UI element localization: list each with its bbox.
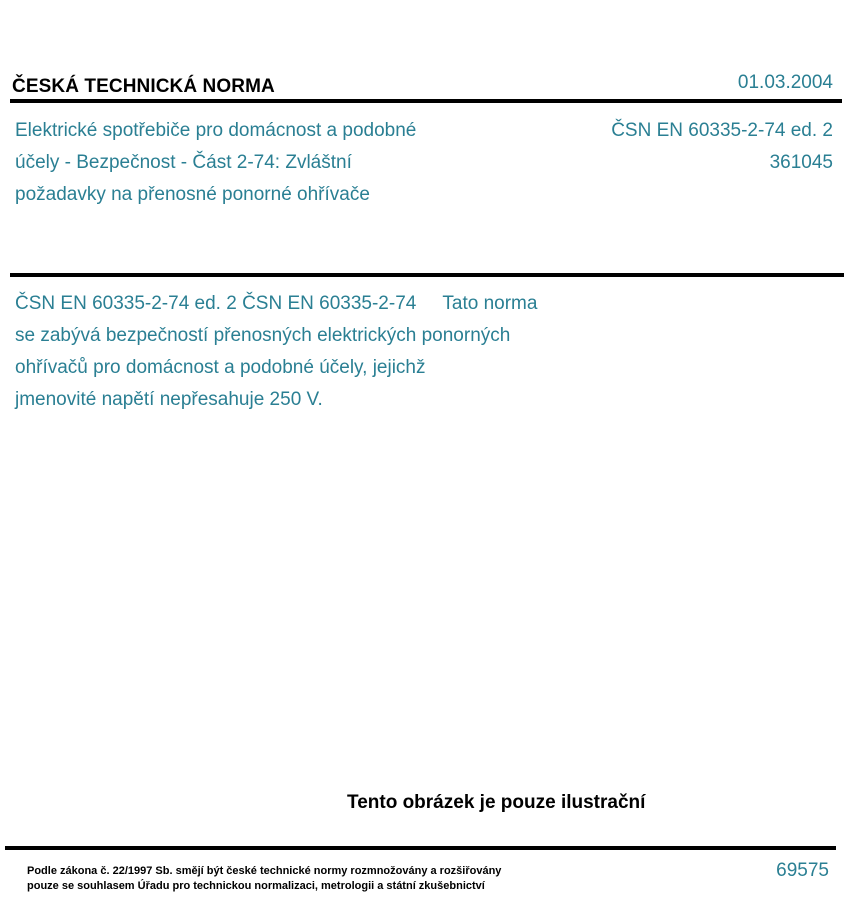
abstract-line: ČSN EN 60335-2-74 ed. 2 ČSN EN 60335-2-74 Tato norma bbox=[15, 293, 538, 314]
legal-line: Podle zákona č. 22/1997 Sb. smějí být české technické normy rozmnožovány a rozšiřovány bbox=[27, 865, 502, 877]
abstract-line: ohřívačů pro domácnost a podobné účely, jejichž bbox=[15, 357, 426, 378]
legal-notice bbox=[27, 864, 501, 894]
abstract-line: jmenovité napětí nepřesahuje 250 V. bbox=[15, 389, 323, 410]
standard-title bbox=[15, 115, 495, 211]
standard-title-line: požadavky na přenosné ponorné ohřívače bbox=[15, 184, 370, 205]
section-divider bbox=[10, 273, 844, 277]
footer-divider bbox=[5, 846, 836, 850]
standard-designation: ČSN EN 60335-2-74 ed. 2 bbox=[611, 120, 833, 141]
header-divider bbox=[10, 99, 842, 103]
legal-line: pouze se souhlasem Úřadu pro technickou normalizaci, metrologii a státní zkušebnictví bbox=[27, 880, 485, 892]
standard-title-line: účely - Bezpečnost - Část 2-74: Zvláštní bbox=[15, 152, 352, 173]
class-number: 361045 bbox=[769, 152, 833, 173]
standard-codes bbox=[611, 115, 833, 179]
issue-date: 01.03.2004 bbox=[737, 72, 833, 93]
illustration-note: Tento obrázek je pouze ilustrační bbox=[347, 792, 646, 813]
abstract-text bbox=[15, 288, 615, 416]
catalog-number: 69575 bbox=[776, 860, 829, 881]
standard-title-line: Elektrické spotřebiče pro domácnost a podobné bbox=[15, 120, 417, 141]
document-type-heading: ČESKÁ TECHNICKÁ NORMA bbox=[12, 76, 275, 97]
abstract-line: se zabývá bezpečností přenosných elektrických ponorných bbox=[15, 325, 511, 346]
